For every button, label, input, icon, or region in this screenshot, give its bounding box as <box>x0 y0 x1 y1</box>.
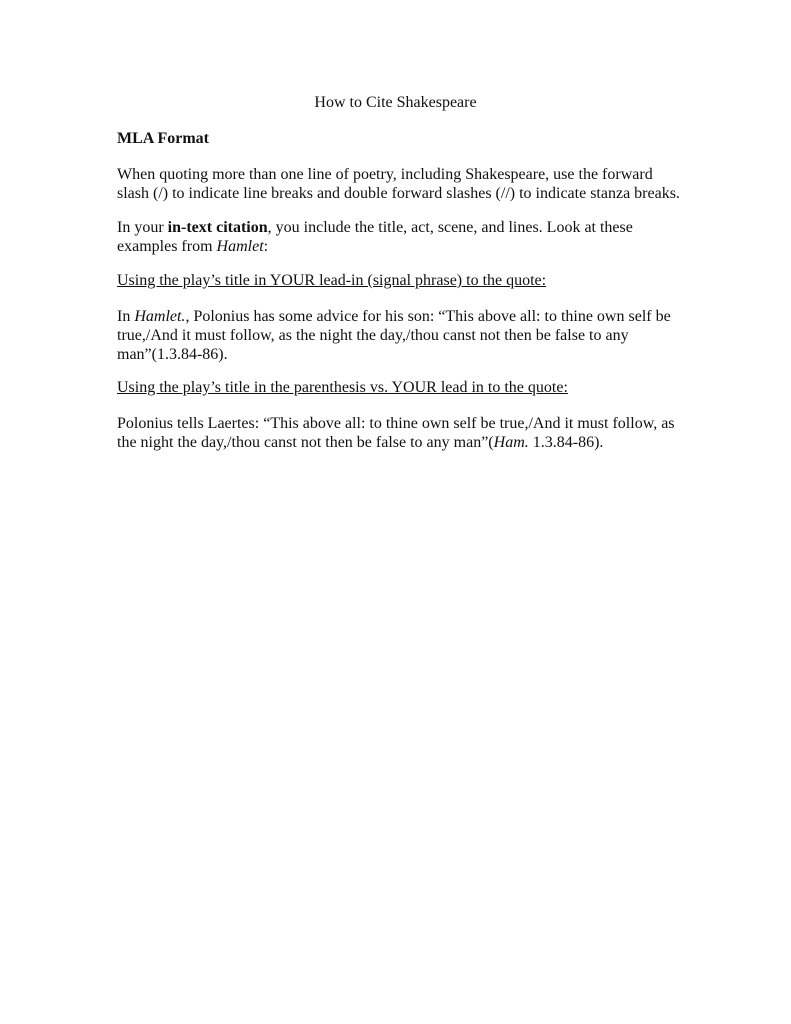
document-title: How to Cite Shakespeare <box>314 94 477 111</box>
citation-text-end: : <box>263 238 269 255</box>
citation-play-title: Hamlet <box>216 238 264 255</box>
example1-text-end: , Polonius has some advice for his son: “This above all: to thine own self be true,/And it must follow, as the night the day,/thou canst not then be false to any man”(1.3.84-86). <box>117 308 671 363</box>
section-heading: MLA Format <box>117 130 209 147</box>
subheading-parenthesis: Using the play’s title in the parenthesis vs. YOUR lead in to the quote: <box>117 379 568 396</box>
example1-text-start: In <box>117 308 135 325</box>
intro-paragraph: When quoting more than one line of poetry, including Shakespeare, use the forward slash (/) to indicate line breaks and double forward slashes (//) to indicate stanza breaks. <box>117 166 680 202</box>
citation-text-middle: , you include the title, act, scene, and lines. Look at these examples from <box>117 219 633 255</box>
example1-play-title: Hamlet. <box>134 308 186 325</box>
citation-text-start: In your <box>117 219 168 236</box>
example2-text-start: Polonius tells Laertes: “This above all: to thine own self be true,/And it must follow, as the night the day,/thou canst not then be false to any man”( <box>117 415 675 451</box>
example-parenthesis <box>117 414 687 452</box>
example-lead-in <box>117 307 687 364</box>
example2-text-end: 1.3.84-86). <box>528 434 604 451</box>
subheading-lead-in: Using the play’s title in YOUR lead-in (signal phrase) to the quote: <box>117 272 547 289</box>
citation-bold-term: in-text citation <box>167 219 268 236</box>
citation-paragraph <box>117 218 687 256</box>
example2-play-abbrev: Ham. <box>493 434 529 451</box>
